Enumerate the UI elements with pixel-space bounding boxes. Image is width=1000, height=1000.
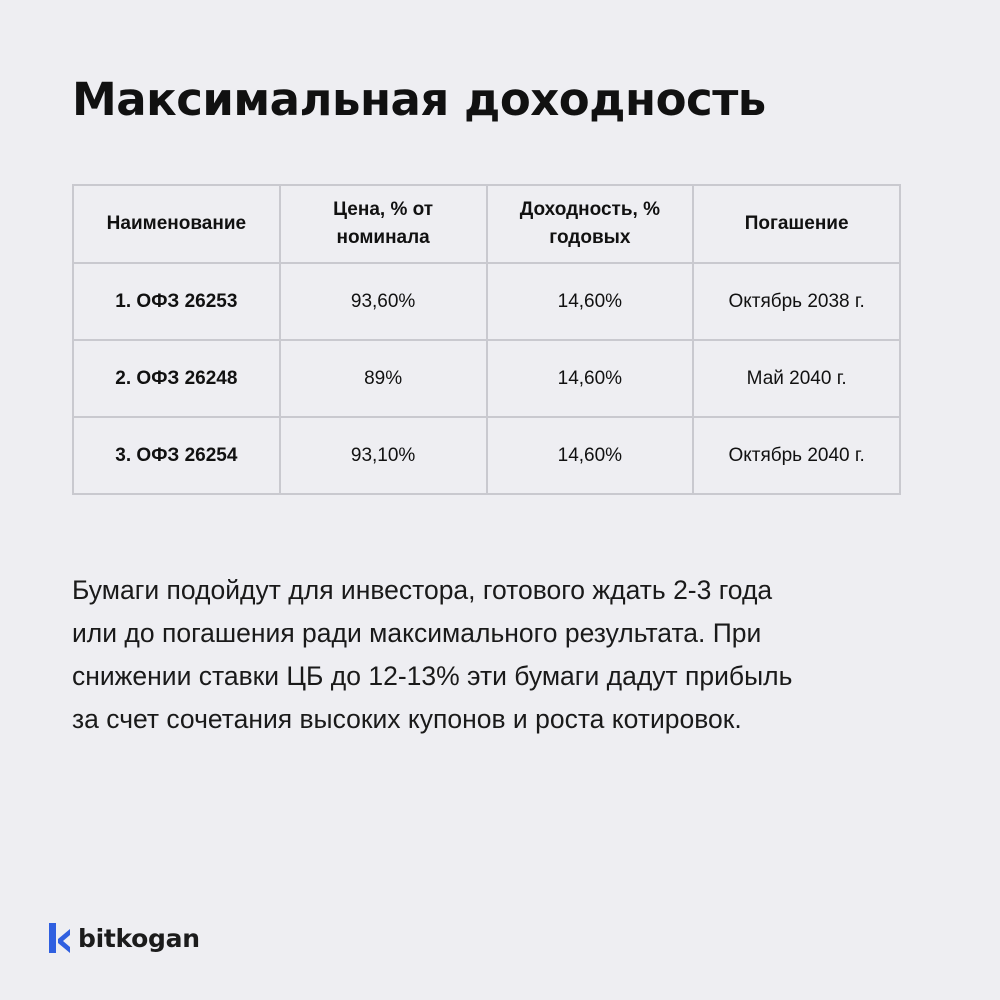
price-cell: 89% — [280, 340, 487, 417]
table-row — [73, 340, 900, 417]
column-header-maturity: Погашение — [693, 185, 900, 263]
bitkogan-logo-icon — [46, 920, 74, 956]
price-cell: 93,10% — [280, 417, 487, 494]
body-line: за счет сочетания высоких купонов и роста котировок. — [72, 704, 742, 734]
body-paragraph — [72, 569, 942, 741]
brand-logo — [46, 920, 200, 956]
table-row — [73, 263, 900, 340]
brand-name: bitkogan — [78, 923, 200, 953]
page-title: Максимальная доходность — [72, 73, 766, 126]
yield-cell: 14,60% — [487, 417, 694, 494]
yield-cell: 14,60% — [487, 263, 694, 340]
maturity-cell: Октябрь 2038 г. — [693, 263, 900, 340]
price-cell: 93,60% — [280, 263, 487, 340]
table-row — [73, 417, 900, 494]
body-line: или до погашения ради максимального результата. При — [72, 618, 762, 648]
maturity-cell: Май 2040 г. — [693, 340, 900, 417]
column-header-price: Цена, % от номинала — [280, 185, 487, 263]
body-line: Бумаги подойдут для инвестора, готового ждать 2-3 года — [72, 575, 773, 605]
bond-name-cell: 2. ОФЗ 26248 — [73, 340, 280, 417]
column-header-name: Наименование — [73, 185, 280, 263]
bond-name-cell: 1. ОФЗ 26253 — [73, 263, 280, 340]
yield-cell: 14,60% — [487, 340, 694, 417]
bonds-table — [72, 184, 901, 495]
table-header-row — [73, 185, 900, 263]
body-line: снижении ставки ЦБ до 12-13% эти бумаги дадут прибыль — [72, 661, 793, 691]
bond-name-cell: 3. ОФЗ 26254 — [73, 417, 280, 494]
maturity-cell: Октябрь 2040 г. — [693, 417, 900, 494]
column-header-yield: Доходность, % годовых — [487, 185, 694, 263]
